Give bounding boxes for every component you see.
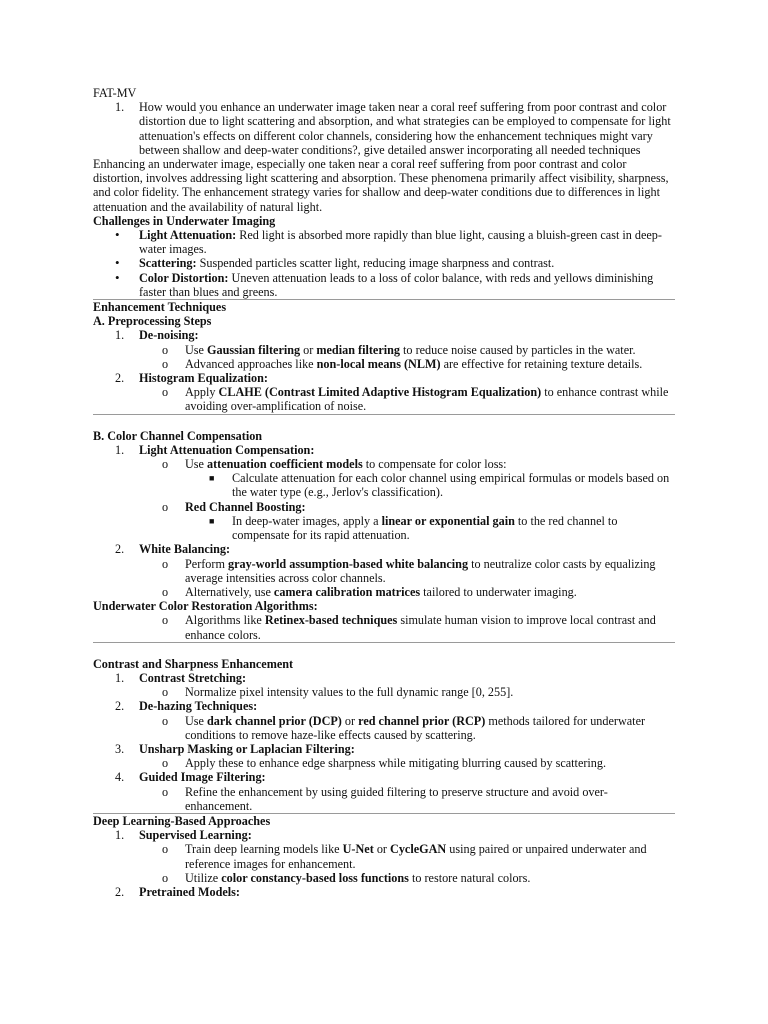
text-run: to enhance contrast while avoiding over-amplification of noise. <box>185 385 669 414</box>
bold-run: dark channel prior (DCP) <box>207 713 342 728</box>
text-run: Train deep learning models like <box>185 842 343 857</box>
item-number: 2. <box>115 699 125 714</box>
section-divider <box>93 414 675 415</box>
deep-learning-heading: Deep Learning-Based Approaches <box>93 813 271 828</box>
item-label: Pretrained Models: <box>139 884 240 899</box>
item-label: Guided Image Filtering: <box>139 770 266 785</box>
bold-run: color constancy-based loss functions <box>221 870 409 885</box>
challenge-item <box>93 271 675 299</box>
document-header: FAT-MV <box>93 86 137 100</box>
item-label: De-noising: <box>139 328 199 343</box>
preprocessing-heading: A. Preprocessing Steps <box>93 314 212 329</box>
text-run: methods tailored for underwater conditions to remove haze-like effects caused by scattering. <box>185 713 646 742</box>
item-label: Histogram Equalization: <box>139 371 268 386</box>
item-label: De-hazing Techniques: <box>139 699 258 714</box>
challenge-item <box>93 228 675 256</box>
sub-item <box>93 714 675 742</box>
text-run: to compensate for color loss: <box>362 457 507 472</box>
item-label: Unsharp Masking or Laplacian Filtering: <box>139 741 355 756</box>
square-bullet-icon: ■ <box>209 515 215 526</box>
sub-item <box>93 500 675 514</box>
contrast-heading: Contrast and Sharpness Enhancement <box>93 656 294 671</box>
numbered-item <box>93 443 675 457</box>
bullet-icon: • <box>115 269 120 285</box>
challenge-item <box>93 256 675 270</box>
text-run: Advanced approaches like <box>185 356 317 371</box>
square-bullet-icon: ■ <box>209 473 215 484</box>
item-number: 1. <box>115 442 125 457</box>
challenge-text: Red light is absorbed more rapidly than blue light, causing a bluish-green cast in deep-water images. <box>139 228 662 257</box>
sub-item <box>93 357 675 371</box>
circle-bullet-icon: o <box>162 713 169 728</box>
item-number: 1. <box>115 670 125 685</box>
text-run: or <box>341 713 359 728</box>
numbered-item <box>93 671 675 685</box>
item-label: White Balancing: <box>139 542 231 557</box>
challenge-text: Suspended particles scatter light, reducing image sharpness and contrast. <box>196 256 555 271</box>
numbered-item <box>93 770 675 784</box>
numbered-item <box>93 699 675 713</box>
text-run: are effective for retaining texture details. <box>440 356 643 371</box>
bullet-icon: • <box>115 255 120 271</box>
text-run: Perform <box>185 556 228 571</box>
circle-bullet-icon: o <box>162 385 169 400</box>
bold-run: red channel prior (RCP) <box>358 713 486 728</box>
numbered-item <box>93 328 675 342</box>
bold-run: gray-world assumption-based white balancing <box>227 556 469 571</box>
item-number: 2. <box>115 884 125 899</box>
text-run: Alternatively, use <box>185 584 274 599</box>
bold-run: CLAHE (Contrast Limited Adaptive Histogram Equalization) <box>218 385 542 400</box>
bullet-icon: • <box>115 227 120 243</box>
text-run: Apply <box>185 385 219 400</box>
question-item <box>93 100 675 157</box>
circle-bullet-icon: o <box>162 784 169 799</box>
text-run: Use <box>185 457 208 472</box>
item-label: Light Attenuation Compensation: <box>139 442 315 457</box>
circle-bullet-icon: o <box>162 842 169 857</box>
text-run: Apply these to enhance edge sharpness while mitigating blurring caused by scattering. <box>185 756 607 771</box>
challenges-heading: Challenges in Underwater Imaging <box>93 213 276 228</box>
restoration-heading: Underwater Color Restoration Algorithms: <box>93 599 318 614</box>
sub-item <box>93 871 675 885</box>
circle-bullet-icon: o <box>162 613 169 628</box>
sub-item <box>93 343 675 357</box>
item-number: 1. <box>115 828 125 843</box>
sub-item <box>93 557 675 585</box>
bold-run: median filtering <box>316 342 400 357</box>
circle-bullet-icon: o <box>162 685 169 700</box>
circle-bullet-icon: o <box>162 499 169 514</box>
bold-run: U-Net <box>342 842 374 857</box>
text-run: to the red channel to compensate for its rapid attenuation. <box>232 513 618 543</box>
numbered-item <box>93 885 675 899</box>
text-run: or <box>300 342 317 357</box>
text-run: simulate human vision to improve local contrast and enhance colors. <box>185 613 656 642</box>
item-number: 2. <box>115 371 125 386</box>
item-number: 4. <box>115 770 125 785</box>
text-run: Use <box>185 342 208 357</box>
circle-bullet-icon: o <box>162 342 169 357</box>
numbered-item <box>93 742 675 756</box>
color-compensation-heading: B. Color Channel Compensation <box>93 428 263 443</box>
text-run: Algorithms like <box>185 613 265 628</box>
text-run: In deep-water images, apply a <box>232 513 382 528</box>
bold-run: non-local means (NLM) <box>316 356 441 371</box>
text-run: or <box>373 842 391 857</box>
text-run: tailored to underwater imaging. <box>420 584 577 599</box>
text-run: to restore natural colors. <box>408 870 531 885</box>
circle-bullet-icon: o <box>162 870 169 885</box>
challenge-label: Light Attenuation: <box>139 228 237 243</box>
text-run: Use <box>185 713 208 728</box>
circle-bullet-icon: o <box>162 584 169 599</box>
circle-bullet-icon: o <box>162 556 169 571</box>
item-label: Supervised Learning: <box>139 828 252 843</box>
bold-run: Red Channel Boosting: <box>185 499 306 514</box>
challenge-label: Scattering: <box>139 256 197 271</box>
circle-bullet-icon: o <box>162 457 169 472</box>
sub-item <box>93 457 675 471</box>
sub-sub-item <box>93 471 675 499</box>
section-divider <box>93 642 675 643</box>
text-run: Refine the enhancement by using guided filtering to preserve structure and avoid over-enhancement. <box>185 784 608 813</box>
challenge-label: Color Distortion: <box>139 270 229 285</box>
bold-run: CycleGAN <box>390 842 447 857</box>
sub-item <box>93 756 675 770</box>
text-run: Utilize <box>185 870 222 885</box>
challenge-text: Uneven attenuation leads to a loss of color balance, with reds and yellows diminishing faster than blues and greens. <box>139 270 654 299</box>
bold-run: linear or exponential gain <box>381 513 515 528</box>
sub-item <box>93 785 675 813</box>
circle-bullet-icon: o <box>162 756 169 771</box>
numbered-item <box>93 828 675 842</box>
text-run: Calculate attenuation for each color channel using empirical formulas or models based on the water type (e.g., Jerlov's classification). <box>232 471 670 500</box>
sub-item <box>93 842 675 870</box>
sub-item <box>93 613 675 641</box>
bold-run: Retinex-based techniques <box>264 613 398 628</box>
intro-paragraph: Enhancing an underwater image, especially one taken near a coral reef suffering from poor contrast and color distortion, involves addressing light scattering and absorption. These phenomena primarily affect visibility, sharpness, and color fidelity. The enhancement strategy varies for shallow and deep-water conditions due to differences in light attenuation and the availability of natural light. <box>93 157 669 214</box>
text-run: Normalize pixel intensity values to the full dynamic range [0, 255]. <box>185 685 514 700</box>
numbered-item <box>93 371 675 385</box>
bold-run: camera calibration matrices <box>273 584 421 599</box>
question-text: How would you enhance an underwater image taken near a coral reef suffering from poor contrast and color distortion due to light scattering and absorption, and what strategies can be employed to compensate for light attenuation's effects on different color channels, considering how the enhancement techniques might vary between shallow and deep-water conditions?, give detailed answer incorporating all needed techniques <box>139 100 671 157</box>
text-run: to reduce noise caused by particles in the water. <box>400 342 636 357</box>
item-number: 1. <box>115 328 125 343</box>
numbered-item <box>93 542 675 556</box>
text-run: using paired or unpaired underwater and reference images for enhancement. <box>185 842 647 871</box>
bold-run: Gaussian filtering <box>207 342 301 357</box>
item-label: Contrast Stretching: <box>139 670 247 685</box>
sub-item <box>93 685 675 699</box>
item-number: 3. <box>115 741 125 756</box>
enhancement-heading: Enhancement Techniques <box>93 300 227 315</box>
sub-sub-item <box>93 514 675 542</box>
question-number: 1. <box>115 100 125 115</box>
circle-bullet-icon: o <box>162 356 169 371</box>
bold-run: attenuation coefficient models <box>207 457 363 472</box>
document-page <box>93 86 675 899</box>
sub-item <box>93 385 675 413</box>
sub-item <box>93 585 675 599</box>
text-run: to neutralize color casts by equalizing average intensities across color channels. <box>185 556 656 585</box>
item-number: 2. <box>115 542 125 557</box>
